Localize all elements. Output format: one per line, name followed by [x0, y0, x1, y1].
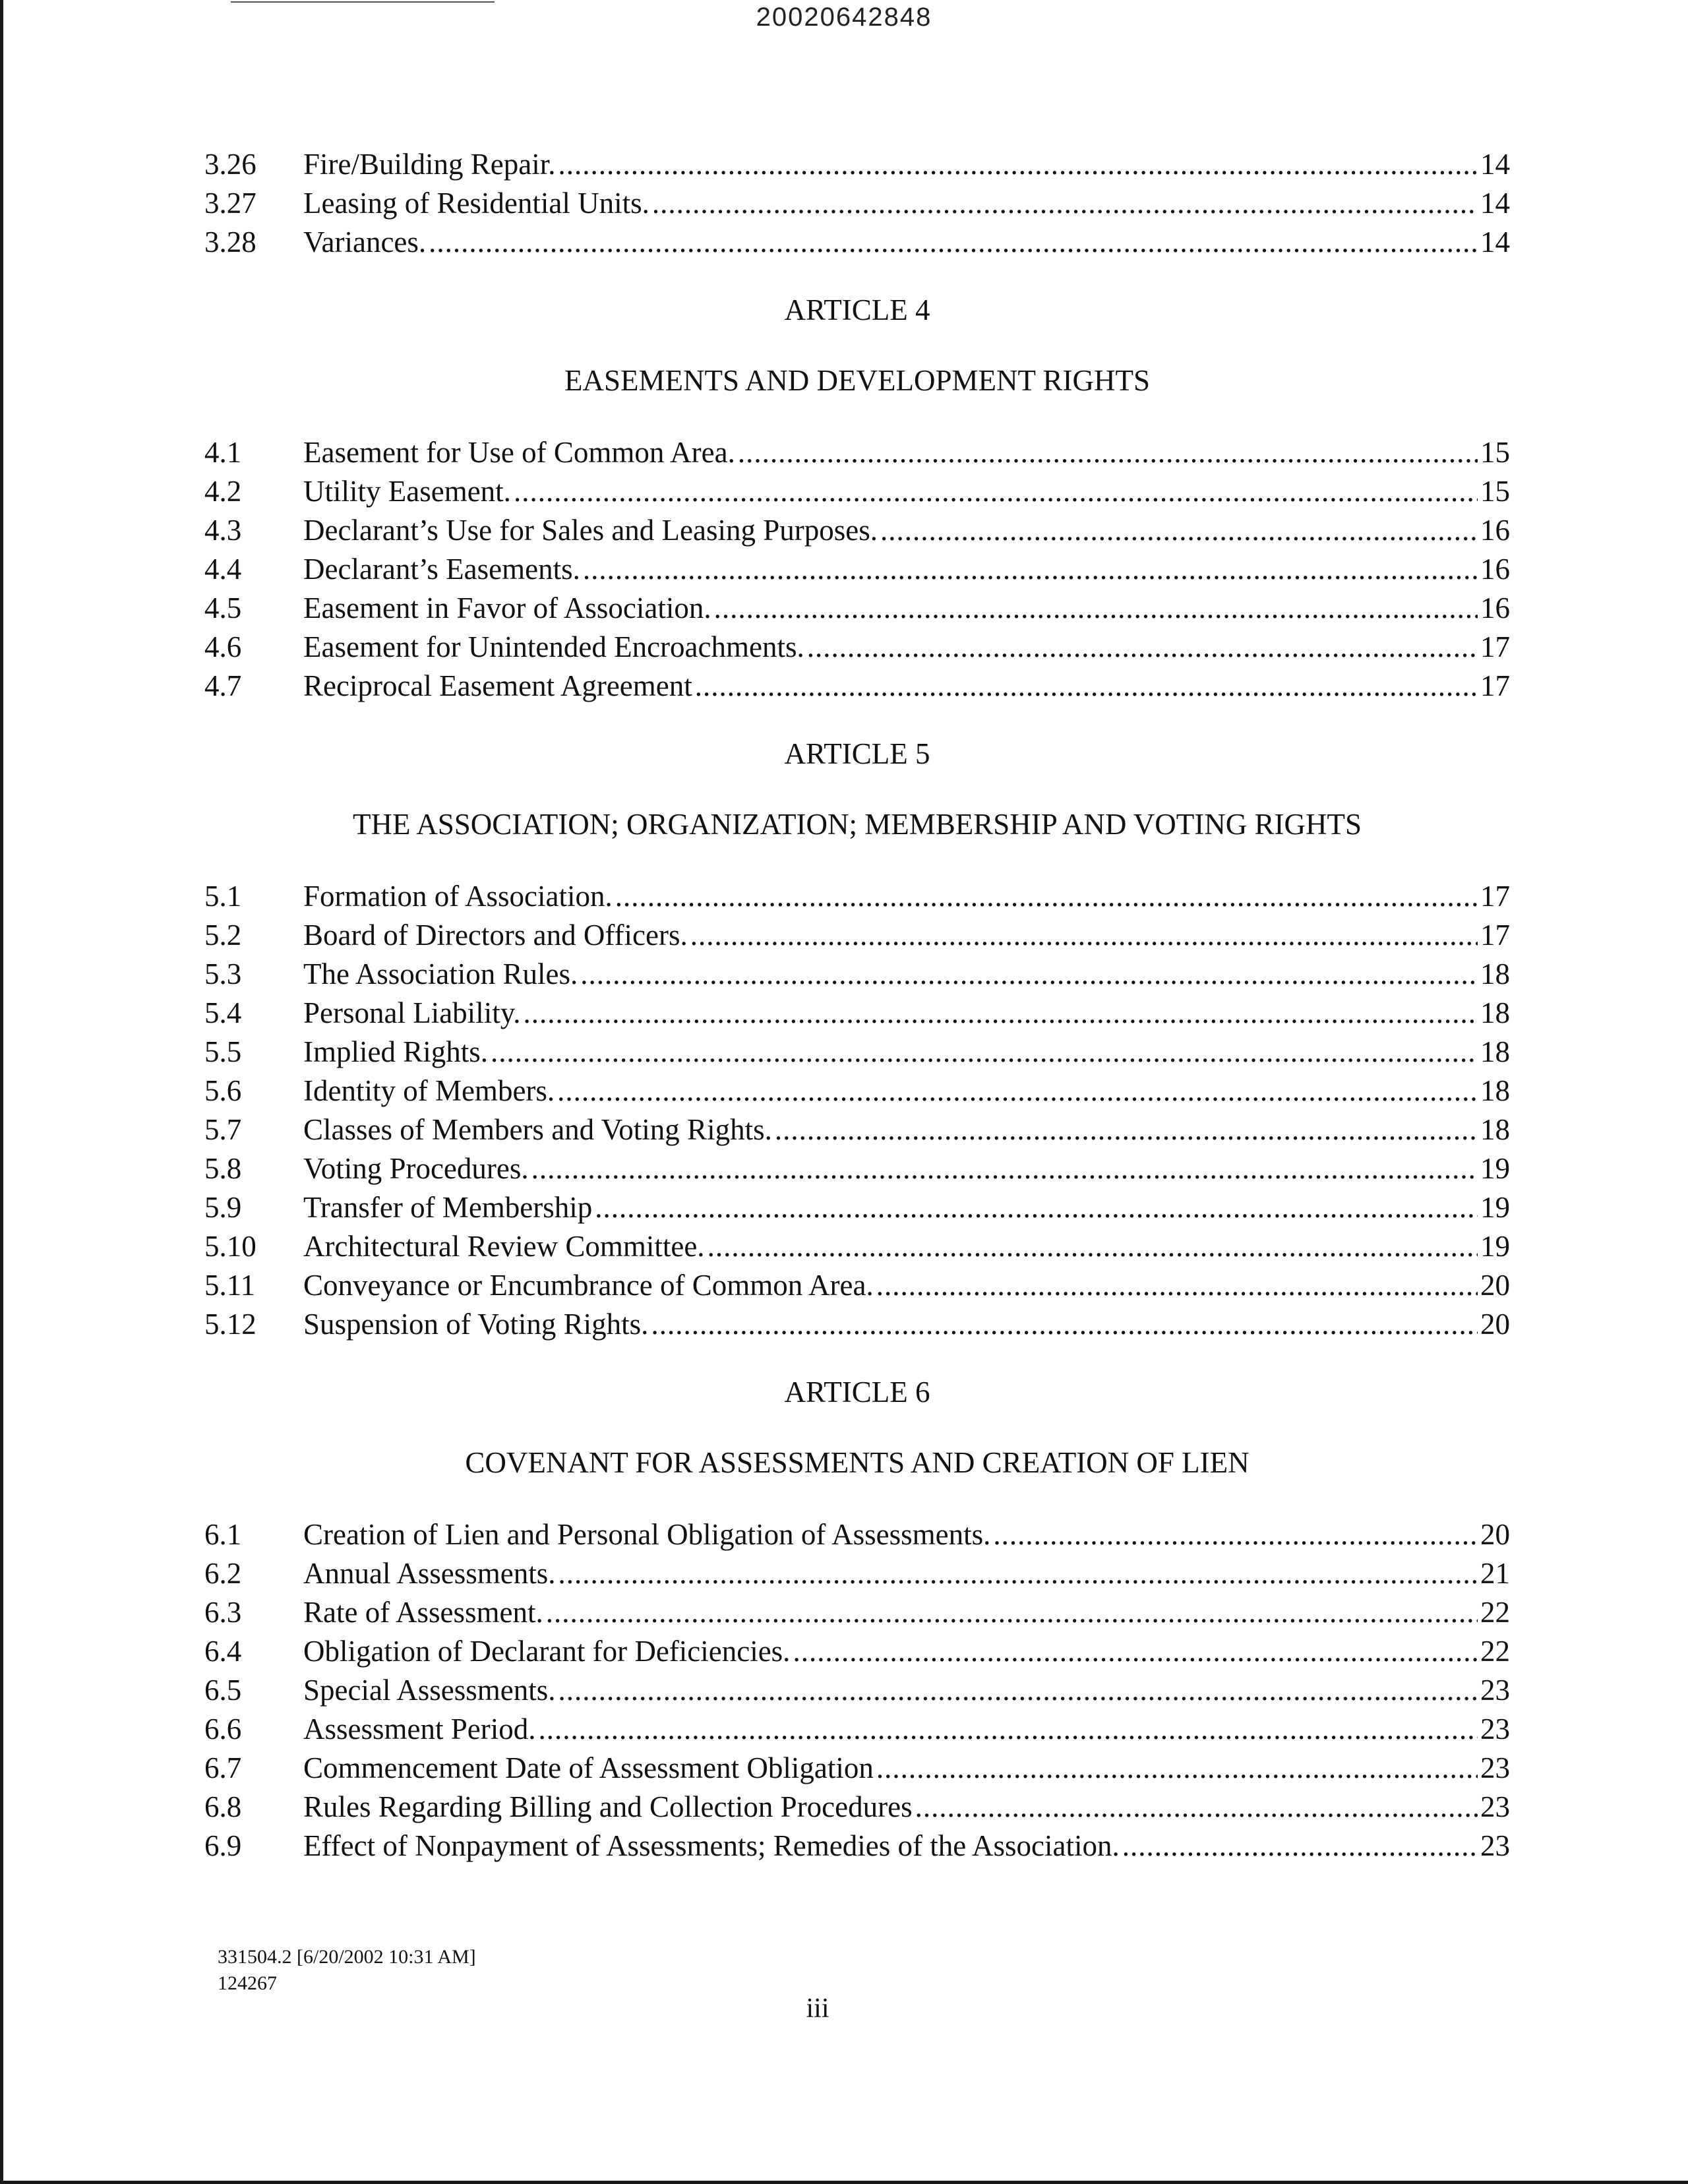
toc-entry: [204, 472, 1510, 511]
toc-dot-leader: [558, 1554, 1478, 1593]
toc-entry: [204, 1554, 1510, 1593]
toc-entry-page: 15: [1480, 475, 1510, 508]
toc-entry: [204, 1227, 1510, 1266]
toc-entry-page: 23: [1480, 1829, 1510, 1862]
toc-entry-number: 3.28: [204, 226, 256, 258]
toc-dot-leader: [558, 145, 1478, 184]
toc-entry-number: 5.11: [204, 1269, 256, 1302]
toc-entry-title: Transfer of Membership: [303, 1191, 593, 1224]
toc-dot-leader: [557, 1072, 1478, 1110]
toc-dot-leader: [583, 550, 1478, 589]
toc-entry: [204, 1266, 1510, 1305]
toc-dot-leader: [876, 1266, 1478, 1305]
toc-entry-page: 17: [1480, 669, 1510, 702]
toc-dot-leader: [558, 1671, 1478, 1710]
toc-entry-number: 4.4: [204, 553, 242, 586]
toc-dot-leader: [652, 184, 1478, 223]
article-6-entries: [204, 1515, 1510, 1866]
scan-border-bottom: [0, 2181, 1688, 2184]
footer-document-code: [218, 1944, 476, 1997]
toc-dot-leader: [695, 667, 1478, 706]
toc-entry-page: 18: [1480, 996, 1510, 1029]
toc-entry-title: Rate of Assessment.: [303, 1596, 543, 1629]
toc-entry: [204, 1671, 1510, 1710]
toc-entry-page: 19: [1480, 1152, 1510, 1185]
toc-entry-page: 17: [1480, 919, 1510, 952]
toc-entry-title: Utility Easement.: [303, 475, 511, 508]
toc-entry-page: 18: [1480, 1074, 1510, 1107]
toc-entry-number: 5.12: [204, 1308, 256, 1341]
toc-entry-number: 5.10: [204, 1230, 256, 1263]
toc-entry-title: Effect of Nonpayment of Assessments; Remedies of the Association.: [303, 1829, 1120, 1862]
toc-entry: [204, 667, 1510, 706]
toc-entry-title: Implied Rights.: [303, 1035, 488, 1068]
toc-entry-page: 16: [1480, 553, 1510, 586]
article-4-title: EASEMENTS AND DEVELOPMENT RIGHTS: [564, 364, 1150, 397]
article-4-heading: ARTICLE 4: [784, 293, 930, 326]
toc-entry-title: Leasing of Residential Units.: [303, 187, 649, 220]
toc-dot-leader: [690, 916, 1478, 955]
toc-dot-leader: [514, 472, 1478, 511]
toc-entry-page: 17: [1480, 880, 1510, 913]
toc-entry: [204, 1593, 1510, 1632]
toc-entry: [204, 1305, 1510, 1344]
toc-entry-number: 3.27: [204, 187, 256, 220]
toc-entry-number: 4.3: [204, 514, 242, 547]
toc-entry-page: 22: [1480, 1635, 1510, 1668]
toc-entry-title: Suspension of Voting Rights.: [303, 1308, 649, 1341]
toc-entry-number: 6.9: [204, 1829, 242, 1862]
toc-entry-page: 19: [1480, 1191, 1510, 1224]
toc-entry-number: 5.6: [204, 1074, 242, 1107]
toc-dot-leader: [429, 223, 1478, 262]
toc-entry-number: 4.1: [204, 436, 242, 469]
toc-entry-page: 21: [1480, 1557, 1510, 1590]
toc-entry: [204, 916, 1510, 955]
toc-entry: [204, 1827, 1510, 1866]
toc-entry-number: 6.3: [204, 1596, 242, 1629]
toc-dot-leader: [807, 628, 1478, 667]
toc-entry: [204, 511, 1510, 550]
toc-dot-leader: [531, 1149, 1478, 1188]
toc-entry-number: 5.2: [204, 919, 242, 952]
article-5-title: THE ASSOCIATION; ORGANIZATION; MEMBERSHIP AND VOTING RIGHTS: [352, 808, 1362, 841]
toc-dot-leader: [915, 1788, 1478, 1827]
toc-dot-leader: [651, 1305, 1478, 1344]
toc-entry-number: 3.26: [204, 148, 256, 181]
toc-entry-page: 18: [1480, 1035, 1510, 1068]
toc-entry: [204, 184, 1510, 223]
toc-dot-leader: [615, 877, 1478, 916]
toc-entry-title: Easement for Unintended Encroachments.: [303, 630, 804, 663]
toc-entry-title: Formation of Association.: [303, 880, 613, 913]
footer-code-line: 331504.2 [6/20/2002 10:31 AM]: [218, 1946, 476, 1968]
toc-entry-number: 5.7: [204, 1113, 242, 1146]
toc-dot-leader: [1122, 1827, 1478, 1866]
page-number: iii: [806, 1993, 829, 2024]
toc-entry: [204, 1749, 1510, 1788]
toc-dot-leader: [775, 1110, 1478, 1149]
toc-entry-title: Annual Assessments.: [303, 1557, 556, 1590]
toc-dot-leader: [708, 1227, 1478, 1266]
toc-entry-page: 18: [1480, 957, 1510, 990]
toc-entry: [204, 1710, 1510, 1749]
toc-entry-page: 14: [1480, 226, 1510, 258]
toc-entry-number: 6.7: [204, 1751, 242, 1784]
toc-entry: [204, 1788, 1510, 1827]
toc-entry-number: 4.5: [204, 592, 242, 624]
article-4-entries: [204, 433, 1510, 706]
toc-entry: [204, 433, 1510, 472]
toc-entry-page: 16: [1480, 592, 1510, 624]
toc-entry-number: 6.1: [204, 1518, 242, 1551]
toc-entry-title: The Association Rules.: [303, 957, 578, 990]
toc-entry: [204, 550, 1510, 589]
toc-entry-title: Commencement Date of Assessment Obligation: [303, 1751, 874, 1784]
toc-dot-leader: [876, 1749, 1478, 1788]
toc-entry-number: 5.8: [204, 1152, 242, 1185]
toc-entry: [204, 1515, 1510, 1554]
toc-entry-title: Obligation of Declarant for Deficiencies.: [303, 1635, 791, 1668]
toc-entry-title: Special Assessments.: [303, 1674, 556, 1707]
article-6-heading: ARTICLE 6: [784, 1376, 930, 1409]
toc-entry: [204, 1072, 1510, 1110]
toc-entry-title: Rules Regarding Billing and Collection Procedures: [303, 1790, 913, 1823]
toc-entry: [204, 1033, 1510, 1072]
toc-dot-leader: [793, 1632, 1478, 1671]
toc-entry: [204, 1632, 1510, 1671]
toc-entry: [204, 1149, 1510, 1188]
toc-entry-page: 22: [1480, 1596, 1510, 1629]
toc-entry-title: Easement in Favor of Association.: [303, 592, 711, 624]
toc-entry-title: Declarant’s Easements.: [303, 553, 580, 586]
article-3-entries: [204, 145, 1510, 262]
toc-entry-page: 20: [1480, 1269, 1510, 1302]
toc-entry-page: 20: [1480, 1308, 1510, 1341]
toc-dot-leader: [546, 1593, 1478, 1632]
toc-entry-number: 5.9: [204, 1191, 242, 1224]
toc-entry-title: Assessment Period.: [303, 1713, 536, 1745]
article-6-title: COVENANT FOR ASSESSMENTS AND CREATION OF LIEN: [465, 1446, 1250, 1479]
toc-entry-page: 23: [1480, 1790, 1510, 1823]
toc-entry-title: Variances.: [303, 226, 427, 258]
toc-entry: [204, 628, 1510, 667]
toc-entry-page: 16: [1480, 514, 1510, 547]
toc-entry-title: Voting Procedures.: [303, 1152, 529, 1185]
toc-entry-number: 4.7: [204, 669, 242, 702]
toc-entry: [204, 1110, 1510, 1149]
toc-entry: [204, 955, 1510, 994]
toc-entry: [204, 1188, 1510, 1227]
toc-entry-number: 5.1: [204, 880, 242, 913]
toc-entry-title: Fire/Building Repair.: [303, 148, 556, 181]
toc-entry-title: Declarant’s Use for Sales and Leasing Purposes.: [303, 514, 878, 547]
toc-entry-title: Easement for Use of Common Area.: [303, 436, 735, 469]
toc-entry-title: Identity of Members.: [303, 1074, 555, 1107]
toc-dot-leader: [738, 433, 1478, 472]
toc-entry: [204, 589, 1510, 628]
table-of-contents: [204, 145, 1510, 1866]
toc-entry-page: 20: [1480, 1518, 1510, 1551]
toc-entry-number: 5.3: [204, 957, 242, 990]
toc-entry-page: 23: [1480, 1713, 1510, 1745]
toc-entry: [204, 994, 1510, 1033]
toc-entry-number: 6.6: [204, 1713, 242, 1745]
toc-entry-number: 4.6: [204, 630, 242, 663]
toc-entry-title: Conveyance or Encumbrance of Common Area.: [303, 1269, 874, 1302]
toc-entry-title: Reciprocal Easement Agreement: [303, 669, 692, 702]
scan-border-left: [0, 0, 3, 2184]
toc-dot-leader: [993, 1515, 1478, 1554]
toc-entry: [204, 223, 1510, 262]
toc-dot-leader: [595, 1188, 1478, 1227]
toc-entry-number: 6.4: [204, 1635, 242, 1668]
toc-entry-number: 6.5: [204, 1674, 242, 1707]
article-5-entries: [204, 877, 1510, 1344]
toc-entry-number: 5.5: [204, 1035, 242, 1068]
toc-entry-number: 6.2: [204, 1557, 242, 1590]
toc-entry-title: Personal Liability.: [303, 996, 521, 1029]
toc-entry-title: Creation of Lien and Personal Obligation of Assessments.: [303, 1518, 991, 1551]
toc-entry-page: 14: [1480, 187, 1510, 220]
toc-entry-page: 23: [1480, 1674, 1510, 1707]
toc-entry-title: Architectural Review Committee.: [303, 1230, 705, 1263]
toc-entry-number: 4.2: [204, 475, 242, 508]
toc-entry-page: 23: [1480, 1751, 1510, 1784]
toc-entry: [204, 877, 1510, 916]
toc-dot-leader: [539, 1710, 1478, 1749]
footer-code-line: 124267: [218, 1972, 277, 1994]
toc-entry-number: 6.8: [204, 1790, 242, 1823]
toc-entry-page: 14: [1480, 148, 1510, 181]
toc-dot-leader: [714, 589, 1478, 628]
toc-entry-page: 18: [1480, 1113, 1510, 1146]
document-number: 20020642848: [756, 3, 932, 32]
toc-entry-title: Board of Directors and Officers.: [303, 919, 688, 952]
toc-dot-leader: [491, 1033, 1478, 1072]
toc-entry-page: 17: [1480, 630, 1510, 663]
article-5-heading: ARTICLE 5: [784, 737, 930, 770]
toc-entry-number: 5.4: [204, 996, 242, 1029]
toc-dot-leader: [580, 955, 1478, 994]
toc-dot-leader: [524, 994, 1478, 1033]
toc-entry: [204, 145, 1510, 184]
toc-entry-title: Classes of Members and Voting Rights.: [303, 1113, 772, 1146]
toc-entry-page: 19: [1480, 1230, 1510, 1263]
toc-entry-page: 15: [1480, 436, 1510, 469]
toc-dot-leader: [880, 511, 1478, 550]
